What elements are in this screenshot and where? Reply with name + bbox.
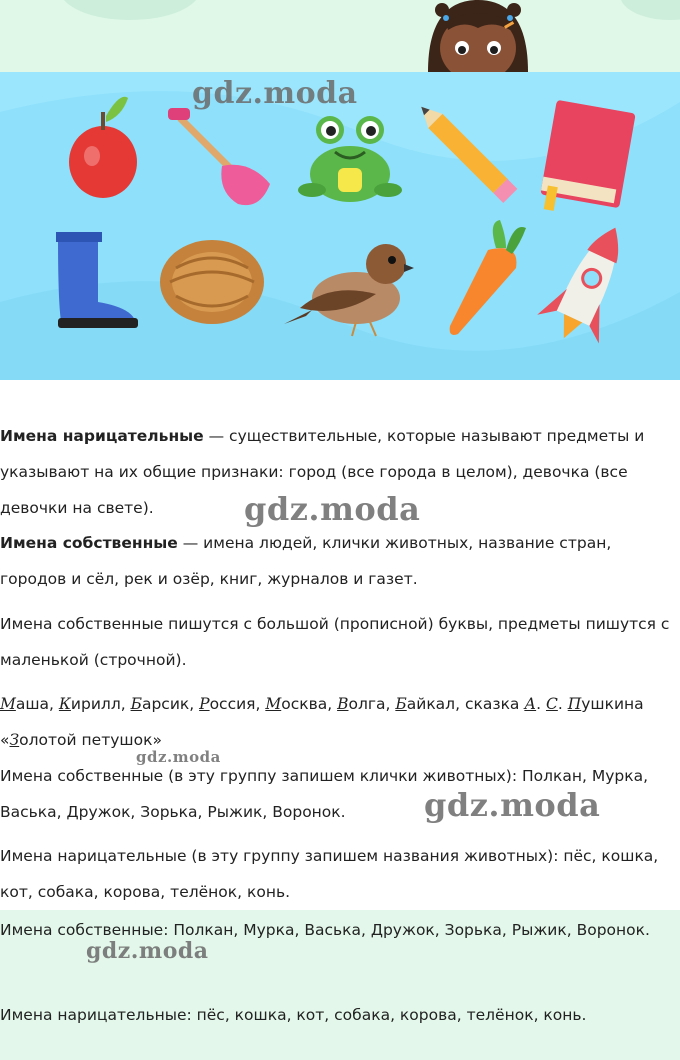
shovel-icon: [168, 108, 270, 205]
definition-proper: [0, 525, 680, 597]
example-capital-letter: С: [545, 695, 558, 713]
task-proper: Имена собственные (в эту группу запишем клички животных): Полкан, Мурка, Васька, Дружок, Зорька, Рыжик, Воронок.: [0, 767, 649, 821]
boot-icon: [56, 232, 138, 328]
example-capital-letter: Б: [130, 695, 142, 713]
example-capital-letter: Р: [199, 695, 210, 713]
example-word-rest: олотой петушок»: [19, 731, 162, 749]
example-capital-letter: А: [524, 695, 537, 713]
watermark: gdz.moda: [192, 76, 358, 111]
example-capital-letter: М: [0, 695, 16, 713]
example-word-rest: айкал, сказка: [406, 695, 525, 713]
example-word-rest: аша,: [15, 695, 59, 713]
example-capital-letter: П: [567, 695, 582, 713]
examples-line: [0, 686, 680, 758]
answer-proper: Имена собственные: Полкан, Мурка, Васька, Дружок, Зорька, Рыжик, Воронок.: [0, 921, 650, 939]
top-banner: [0, 0, 680, 72]
example-capital-letter: В: [337, 695, 349, 713]
example-word-rest: ушкина «: [0, 695, 644, 749]
example-word-rest: осква,: [281, 695, 338, 713]
example-capital-letter: Б: [395, 695, 407, 713]
answer-common: Имена нарицательные: пёс, кошка, кот, собака, корова, телёнок, конь.: [0, 1006, 587, 1024]
term-proper: Имена собственные: [0, 534, 178, 552]
term-common: Имена нарицательные: [0, 427, 204, 445]
watermark: gdz.moda: [86, 938, 209, 964]
girl-illustration: [418, 0, 538, 72]
definition-common-text: — существительные, которые называют предметы и указывают на их общие признаки: город (все города в целом), девочка (все девочки на свете).: [0, 427, 645, 517]
objects-picture: [0, 72, 680, 380]
example-word-rest: оссия,: [209, 695, 266, 713]
carrot-icon: [450, 220, 526, 335]
definition-proper-text: — имена людей, клички животных, название стран, городов и сёл, рек и озёр, книг, журналов и газет.: [0, 534, 612, 588]
walnut-icon: [160, 240, 264, 324]
rule-text: Имена собственные пишутся с большой (прописной) буквы, предметы пишутся с маленькой (строчной).: [0, 615, 670, 669]
watermark: gdz.moda: [424, 786, 601, 824]
watermark: gdz.moda: [244, 490, 421, 528]
example-capital-letter: К: [58, 695, 71, 713]
apple-icon: [69, 97, 137, 198]
example-capital-letter: М: [265, 695, 282, 713]
example-capital-letter: З: [9, 731, 20, 749]
example-word-rest: олга,: [348, 695, 396, 713]
book-icon: [540, 100, 635, 211]
example-word-rest: .: [536, 695, 546, 713]
example-word-rest: арсик,: [141, 695, 200, 713]
task-common: Имена нарицательные (в эту группу запишем названия животных): пёс, кошка, кот, собака, корова, телёнок, конь.: [0, 847, 659, 901]
example-word-rest: ирилл,: [70, 695, 131, 713]
example-word-rest: .: [557, 695, 568, 713]
watermark: gdz.moda: [136, 748, 221, 766]
